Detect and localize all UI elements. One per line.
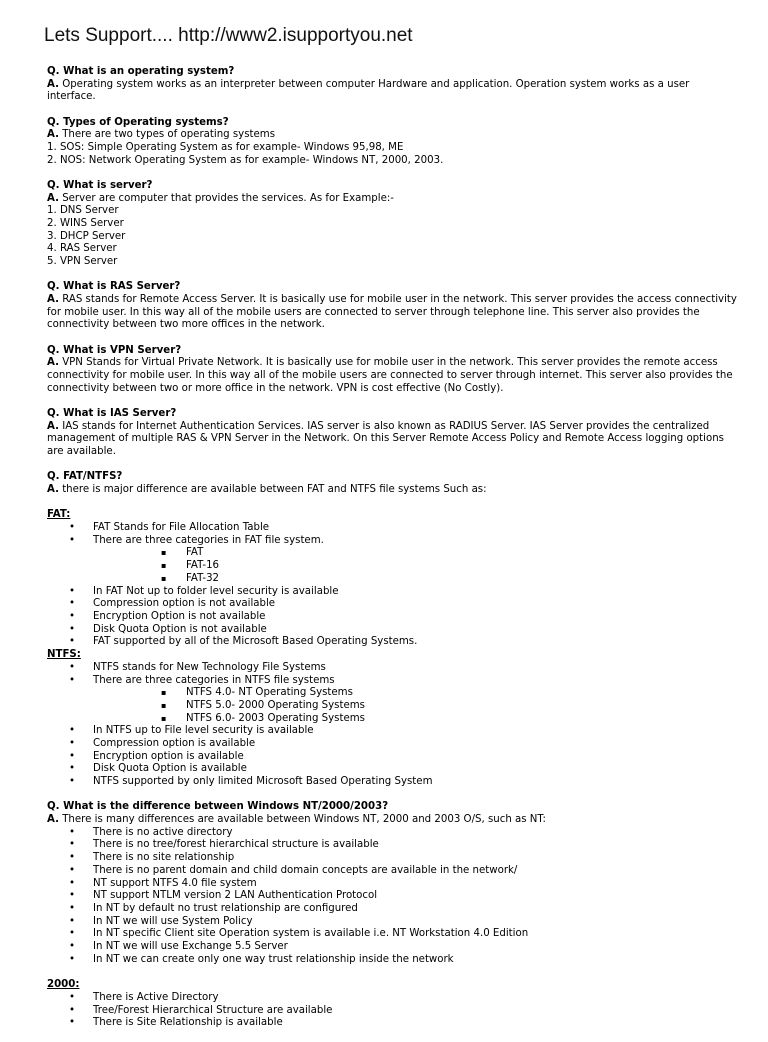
list-item: • There is no tree/forest hierarchical structure is available [47, 839, 737, 852]
sub-list-item: ▪ NTFS 4.0- NT Operating Systems [47, 687, 737, 700]
ntfs-heading: NTFS: [47, 649, 81, 661]
list-item: • There is no parent domain and child domain concepts are available in the network/ [47, 865, 737, 878]
answer-prefix: A. [47, 192, 59, 204]
question: Q. What is the difference between Windows NT/2000/2003? [47, 801, 389, 813]
answer-text: There is many differences are available between Windows NT, 2000 and 2003 O/S, such as NT: [58, 814, 546, 826]
qa-fat-ntfs [47, 471, 737, 789]
qa-ias-server [47, 408, 737, 459]
list-item: • Compression option is available [47, 738, 737, 751]
answer-line: 2. NOS: Network Operating System as for example- Windows NT, 2000, 2003. [47, 154, 444, 166]
list-item: • Tree/Forest Hierarchical Structure are available [47, 1005, 737, 1018]
answer-prefix: A. [47, 483, 59, 495]
sub-list-item: ▪ NTFS 6.0- 2003 Operating Systems [47, 713, 737, 726]
sub-list-item: ▪ FAT-32 [47, 573, 737, 586]
fat-list [47, 522, 737, 547]
w2000-heading: 2000: [47, 979, 80, 991]
list-item: • In NT by default no trust relationship are configured [47, 903, 737, 916]
ntfs-list-continued [47, 725, 737, 789]
list-item: • Encryption option is available [47, 751, 737, 764]
answer-text: There are two types of operating systems [58, 129, 276, 141]
answer-text: Server are computer that provides the services. As for Example:- [58, 192, 394, 204]
fat-sub-list [47, 547, 737, 585]
sub-list-item: ▪ FAT-16 [47, 560, 737, 573]
question: Q. What is server? [47, 179, 153, 191]
list-item: • NTFS stands for New Technology File Systems [47, 662, 737, 675]
list-item: • Compression option is not available [47, 598, 737, 611]
list-item: • There is Site Relationship is available [47, 1017, 737, 1030]
ntfs-list [47, 662, 737, 687]
answer [47, 484, 737, 497]
sub-list-item: ▪ NTFS 5.0- 2000 Operating Systems [47, 700, 737, 713]
list-item: • There are three categories in FAT file system. [47, 535, 737, 548]
answer [47, 294, 737, 332]
answer-text: VPN Stands for Virtual Private Network. It is basically use for mobile user in the network. This server provides the remote access connectivity for mobile user. In this way all of the mobile users are connected to server through internet. This server also provides the connectivity between two or more office in the network. VPN is cost effective (No Costly). [47, 357, 733, 394]
fat-heading: FAT: [47, 509, 71, 521]
list-item: • There is Active Directory [47, 992, 737, 1005]
list-item: • NTFS supported by only limited Microsoft Based Operating System [47, 776, 737, 789]
fat-list-continued [47, 586, 737, 650]
list-item: • FAT Stands for File Allocation Table [47, 522, 737, 535]
answer-prefix: A. [47, 294, 59, 306]
answer-prefix: A. [47, 814, 59, 826]
answer-line: 2. WINS Server [47, 218, 124, 230]
answer [47, 193, 737, 206]
answer-line: 1. DNS Server [47, 205, 119, 217]
document-body [47, 66, 737, 1042]
answer [47, 357, 737, 395]
qa-ras-server [47, 281, 737, 332]
answer-prefix: A. [47, 78, 59, 90]
list-item: • Encryption Option is not available [47, 611, 737, 624]
answer-text: Operating system works as an interpreter between computer Hardware and application. Operation system works as a user interface. [47, 78, 690, 103]
list-item: • There are three categories in NTFS file systems [47, 675, 737, 688]
list-item: • In NT we will use Exchange 5.5 Server [47, 941, 737, 954]
answer-text: RAS stands for Remote Access Server. It is basically use for mobile user in the network. This server provides the access connectivity for mobile user. In this way all of the mobile users are connected to server through telephone line. This server also provides the connectivity between two more offices in the network. [47, 294, 737, 331]
list-item: • NT support NTFS 4.0 file system [47, 878, 737, 891]
list-item: • FAT supported by all of the Microsoft Based Operating Systems. [47, 636, 737, 649]
question: Q. What is an operating system? [47, 66, 235, 77]
answer-prefix: A. [47, 357, 59, 369]
list-item: • In NT we will use System Policy [47, 916, 737, 929]
list-item: • In FAT Not up to folder level security is available [47, 586, 737, 599]
answer-text: there is major difference are available between FAT and NTFS file systems Such as: [58, 483, 487, 495]
list-item: • Disk Quota Option is available [47, 763, 737, 776]
list-item: • In NTFS up to File level security is available [47, 725, 737, 738]
answer [47, 79, 737, 104]
question: Q. What is RAS Server? [47, 281, 181, 293]
qa-vpn-server [47, 345, 737, 396]
nt-list [47, 827, 737, 967]
list-item: • Disk Quota Option is not available [47, 624, 737, 637]
list-item: • There is no site relationship [47, 852, 737, 865]
question: Q. Types of Operating systems? [47, 116, 229, 128]
qa-what-is-server [47, 180, 737, 269]
list-item: • There is no active directory [47, 827, 737, 840]
answer [47, 814, 737, 827]
qa-windows-differences [47, 801, 737, 1030]
question: Q. FAT/NTFS? [47, 471, 123, 483]
sub-list-item: ▪ FAT [47, 547, 737, 560]
list-item: • NT support NTLM version 2 LAN Authentication Protocol [47, 890, 737, 903]
qa-operating-system [47, 66, 737, 104]
question: Q. What is VPN Server? [47, 344, 182, 356]
answer-line: 3. DHCP Server [47, 230, 126, 242]
question: Q. What is IAS Server? [47, 407, 177, 419]
list-item: • In NT we can create only one way trust relationship inside the network [47, 954, 737, 967]
list-item: • In NT specific Client site Operation system is available i.e. NT Workstation 4.0 Edition [47, 928, 737, 941]
answer [47, 421, 737, 459]
answer-line: 1. SOS: Simple Operating System as for example- Windows 95,98, ME [47, 142, 404, 154]
ntfs-sub-list [47, 687, 737, 725]
answer-line: 4. RAS Server [47, 243, 117, 255]
qa-types-of-os [47, 117, 737, 168]
w2000-list [47, 992, 737, 1030]
answer-prefix: A. [47, 420, 59, 432]
answer [47, 129, 737, 142]
answer-text: IAS stands for Internet Authentication Services. IAS server is also known as RADIUS Server. IAS Server provides the centralized management of multiple RAS & VPN Server in the Network. On this Server Remote Access Policy and Remote Access logging options are available. [47, 420, 724, 458]
answer-prefix: A. [47, 129, 59, 141]
answer-line: 5. VPN Server [47, 256, 118, 268]
page-header: Lets Support.... http://www2.isupportyou.net [44, 25, 413, 46]
